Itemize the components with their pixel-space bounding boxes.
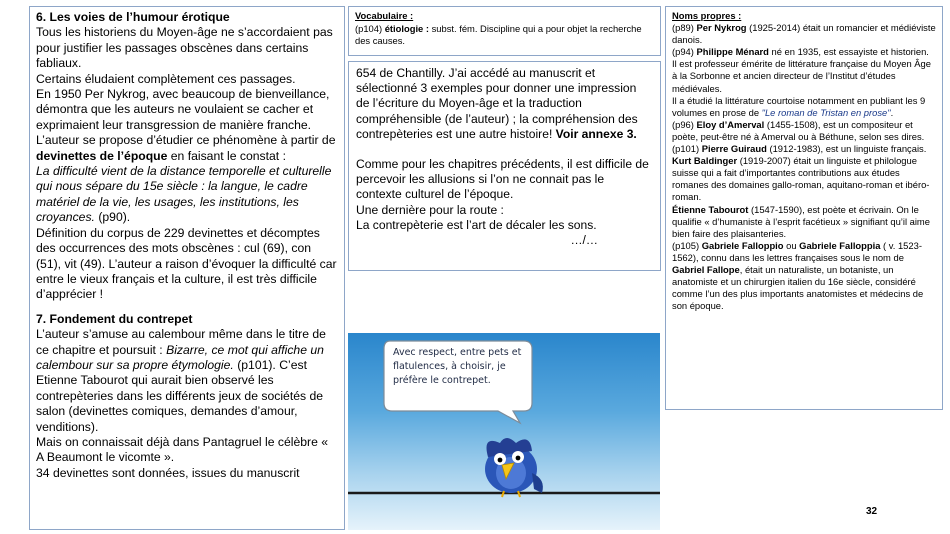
text: ( v. 1523-1562), connu dans les lettres françaises sous le nom de: [672, 239, 922, 263]
page-ref: (p94): [672, 46, 697, 58]
page-ref: (p89): [672, 22, 697, 34]
blue-bird-icon: [485, 438, 543, 497]
vocabulary-entry: [355, 23, 654, 48]
text: né en 1935, est essayiste et historien. Il est professeur émérite de littérature française du Moyen Âge à la Sorbonne et ancien directeur de l’Institut d’études médiévales.: [672, 46, 931, 94]
text: en faisant le constat :: [167, 148, 286, 163]
italic-quote: Bizarre, ce mot qui affiche un calembour sur sa propre étymologie.: [36, 342, 324, 372]
section-7-heading: 7. Fondement du contrepet: [36, 311, 193, 326]
vocabulary-title: Vocabulaire :: [355, 10, 414, 21]
name-entry: [672, 22, 936, 46]
term: étiologie :: [384, 22, 429, 34]
paragraph: [36, 327, 338, 435]
proper-names-panel: [665, 6, 943, 410]
definition: subst. fém. Discipline qui a pour objet la recherche des causes.: [355, 22, 642, 46]
name-entry: [672, 143, 936, 155]
bold-text: devinettes de l’époque: [36, 148, 168, 163]
person-name: Gabriele Falloppia: [799, 239, 881, 251]
continuation-mark: …/…: [570, 233, 598, 248]
cartoon-illustration: [348, 333, 660, 530]
name-entry: [672, 155, 936, 203]
italic-quote: La difficulté vient de la distance temporelle et culturelle qui nous sépare du 15e siècle : la langue, le cadre matériel de la vie, les usages, les institutions, les croyances.: [36, 164, 332, 225]
text: (1925-2014) était un romancier et médiéviste danois.: [672, 22, 936, 46]
name-entry: [672, 46, 936, 94]
paragraph: La contrepèterie est l’art de décaler les sons.: [356, 217, 597, 232]
vocabulary-box: [348, 6, 661, 56]
text: (p101). C’est Etienne Tabourot qui aurait bien observé les contrepèteries dans les différents jeux de sociétés de salon (devinettes comiques, demandes d’amour, venditions).: [36, 357, 324, 434]
text: , était un naturaliste, un botaniste, un anatomiste et un chirurgien italien du 16e siècle, considéré comme l’un des plus importants anatomistes et médecins de son époque.: [672, 263, 924, 312]
paragraph: Mais on connaissait déjà dans Pantagruel le célèbre « A Beaumont le vicomte ».: [36, 434, 329, 465]
text: L’auteur se propose d’étudier ce phénomène à partir de: [36, 133, 336, 148]
name-entry: [672, 95, 936, 119]
name-entry: [672, 119, 936, 143]
paragraph: En 1950 Per Nykrog, avec beaucoup de bienveillance, démontra que les auteurs ne voulaient se cacher et exprimaient leur transgression de manière franche.: [36, 87, 330, 132]
paragraph: [356, 66, 653, 142]
paragraph: Une dernière pour la route :: [356, 202, 504, 217]
page-ref: (p96): [672, 118, 697, 130]
book-title: "Le roman de Tristan en prose": [761, 106, 891, 118]
left-text-panel: [29, 6, 345, 530]
person-name: Kurt Baldinger: [672, 155, 738, 167]
bubble-line-1: Avec respect, entre pets et: [393, 347, 522, 358]
text: (1455-1508), est un compositeur et poète, peut-être né à Amerval ou à Béthune, selon ses dires.: [672, 118, 925, 142]
person-name: Eloy d’Amerval: [696, 118, 765, 130]
person-name: Étienne Tabourot: [672, 203, 749, 215]
annex-ref: Voir annexe 3.: [555, 126, 637, 141]
person-name: Pierre Guiraud: [701, 143, 767, 155]
text: (1919-2007) était un linguiste et philologue suisse qui a fait d’importantes contributions aux études romanes des domaines gallo-roman, aquitano-roman et ibéro-roman.: [672, 155, 930, 203]
middle-text-panel: [348, 61, 661, 271]
text: Il a étudié la littérature courtoise notamment en publiant les 9 volumes en prose de: [672, 94, 926, 118]
paragraph: Comme pour les chapitres précédents, il est difficile de percevoir les allusions si l’on ne connait pas le contexte culturel de l’époque.: [356, 157, 649, 202]
name-entry: [672, 240, 936, 313]
person-name: Gabriele Falloppio: [701, 239, 784, 251]
text: L’auteur s’amuse au calembour même dans le titre de ce chapitre et poursuit :: [36, 327, 326, 357]
paragraph: Tous les historiens du Moyen-âge ne s’accordaient pas pour justifier les passages obscènes dans certains fabliaux.: [36, 25, 333, 71]
page-ref: (p104): [355, 22, 385, 34]
bubble-line-2: flatulences, à choisir, je: [393, 361, 506, 372]
paragraph: Certains éludaient complètement ces passages.: [36, 71, 296, 86]
page-ref: (p101): [672, 143, 702, 155]
quote: [36, 164, 338, 226]
text: 654 de Chantilly. J’ai accédé au manuscrit et sélectionné 3 exemples pour donner une impression de l’écriture du Moyen-âge et la traduction compréhensible (de l’auteur) ; la compréhension des contrepèteries est une autre histoire!: [356, 66, 638, 141]
name-entry: [672, 204, 936, 240]
text: ou: [783, 239, 800, 251]
paragraph: 34 devinettes sont données, issues du manuscrit: [36, 465, 300, 480]
bird-cartoon: [348, 333, 660, 530]
text: (p90).: [94, 210, 131, 225]
person-name: Philippe Ménard: [696, 46, 769, 58]
proper-names-title: Noms propres :: [672, 10, 742, 21]
text: (1912-1983), est un linguiste français.: [766, 143, 927, 155]
section-6-heading: 6. Les voies de l’humour érotique: [36, 10, 230, 24]
paragraph: Définition du corpus de 229 devinettes et décomptes des occurrences des mots obscènes : cul (69), con (51), vit (49). L’auteur a raison d’évoquer la difficulté car entre le vieux français et la culture, il est très difficile d’apprécier !: [36, 225, 337, 302]
page-number: 32: [866, 506, 878, 517]
text: (1547-1590), est poète et écrivain. On le qualifie « d’humaniste à l’esprit facétieux » signifiant qu’il aime bien faire des plaisanteries.: [672, 203, 930, 239]
person-name: Per Nykrog: [696, 22, 747, 34]
paragraph: [36, 133, 338, 164]
text: .: [890, 106, 894, 118]
page-ref: (p105): [672, 239, 702, 251]
person-name: Gabriel Fallope: [672, 263, 740, 275]
bubble-line-3: préfère le contrepet.: [393, 375, 491, 386]
